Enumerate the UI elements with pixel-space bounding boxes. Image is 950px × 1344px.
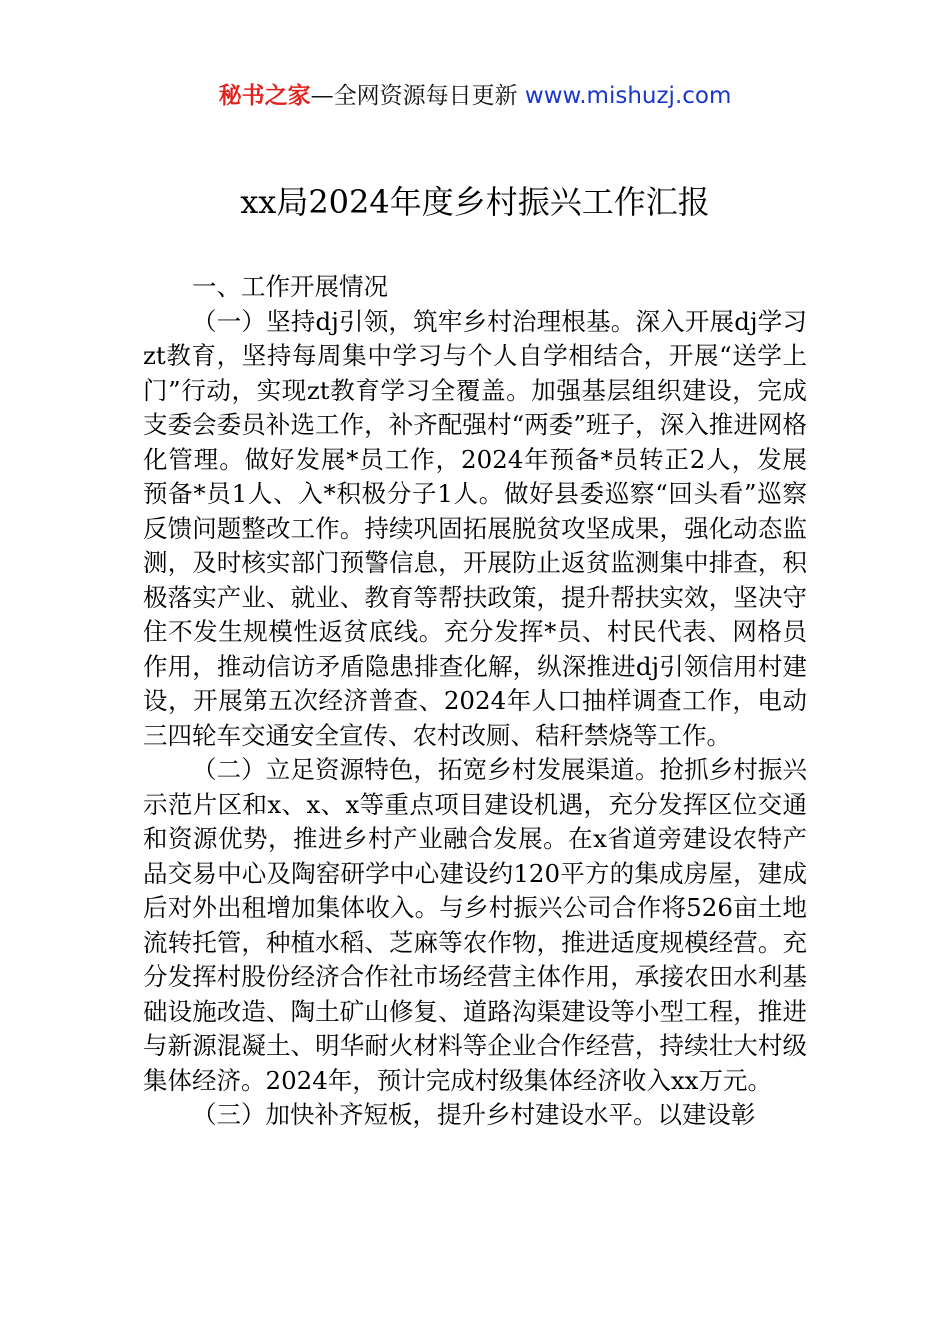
section-heading: 一、工作开展情况 (192, 272, 388, 301)
paragraph-1: （一）坚持dj引领，筑牢乡村治理根基。深入开展dj学习zt教育，坚持每周集中学习与个人自学相结合，开展“送学上门”行动，实现zt教育学习全覆盖。加强基层组织建设，完成支委会委员补选工作，补齐配强村“两委”班子，深入推进网格化管理。做好发展*员工作，2024年预备*员转正2人，发展预备*员1人、入*积极分子1人。做好县委巡察“回头看”巡察反馈问题整改工作。持续巩固拓展脱贫攻坚成果，强化动态监测，及时核实部门预警信息，开展防止返贫监测集中排查，积极落实产业、就业、教育等帮扶政策，提升帮扶实效，坚决守住不发生规模性返贫底线。充分发挥*员、村民代表、网格员作用，推动信访矛盾隐患排查化解，纵深推进dj引领信用村建设，开展第五次经济普查、2024年人口抽样调查工作，电动三四轮车交通安全宣传、农村改厕、秸秆禁烧等工作。 (143, 306, 807, 750)
site-header (0, 80, 950, 112)
document-body (143, 270, 807, 1133)
site-tagline: —全网资源每日更新 (310, 83, 518, 109)
site-brand: 秘书之家 (218, 82, 311, 109)
document-title: xx局2024年度乡村振兴工作汇报 (240, 183, 710, 221)
paragraph-2: （二）立足资源特色，拓宽乡村发展渠道。抢抓乡村振兴示范片区和x、x、x等重点项目建设机遇，充分发挥区位交通和资源优势，推进乡村产业融合发展。在x省道旁建设农特产品交易中心及陶窑研学中心建设约120平方的集成房屋，建成后对外出租增加集体收入。与乡村振兴公司合作将526亩土地流转托管，种植水稻、芝麻等农作物，推进适度规模经营。充分发挥村股份经济合作社市场经营主体作用，承接农田水利基础设施改造、陶土矿山修复、道路沟渠建设等小型工程，推进与新源混凝土、明华耐火材料等企业合作经营，持续壮大村级集体经济。2024年，预计完成村级集体经济收入xx万元。 (143, 755, 807, 1095)
paragraph-3: （三）加快补齐短板，提升乡村建设水平。以建设彰 (192, 1100, 756, 1129)
site-url-link[interactable]: www.mishuzj.com (524, 83, 732, 109)
